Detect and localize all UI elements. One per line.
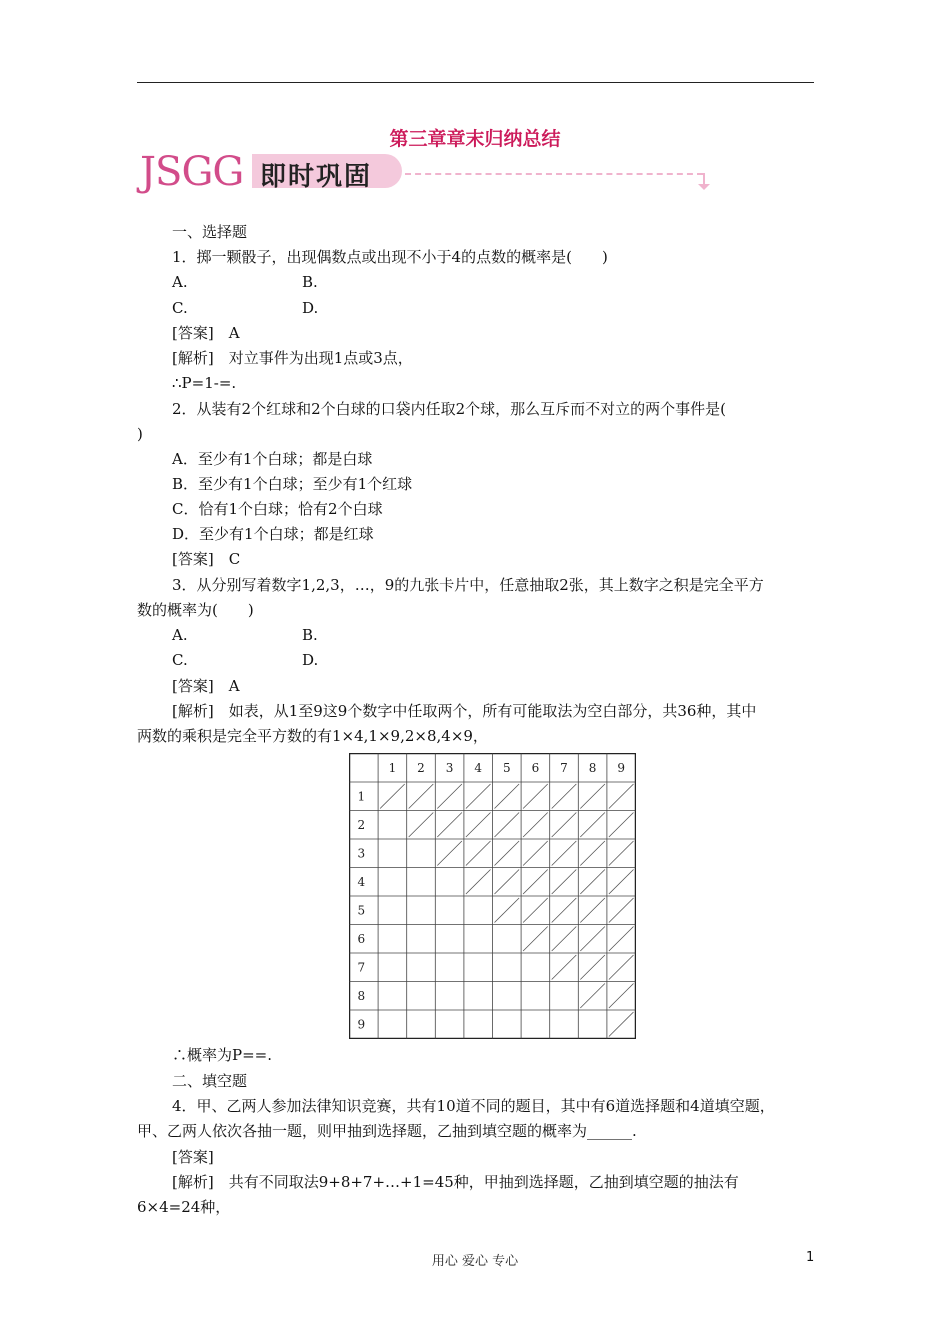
question-2-cont: ) — [137, 425, 143, 443]
banner-arrow-icon — [698, 184, 710, 190]
cell-slash — [609, 1012, 634, 1037]
cell-slash — [609, 898, 634, 923]
q1-answer: [答案] A — [172, 324, 240, 342]
section-banner — [140, 150, 720, 194]
cell-slash — [523, 898, 548, 923]
cell-slash — [523, 813, 548, 838]
q3-analysis-cont: 两数的乘积是完全平方数的有1×4,1×9,2×8,4×9， — [137, 727, 488, 745]
question-4: 4．甲、乙两人参加法律知识竞赛，共有10道不同的题目，其中有6道选择题和4道填空题， — [172, 1097, 775, 1115]
footer-text: 用心 爱心 专心 — [431, 1254, 519, 1269]
row-header: 6 — [357, 931, 366, 946]
cell-slash — [609, 927, 634, 952]
col-header: 4 — [474, 760, 483, 775]
cell-slash — [552, 927, 577, 952]
cell-slash — [580, 898, 605, 923]
cell-slash — [523, 870, 548, 895]
banner-pill — [252, 154, 402, 192]
cell-slash — [466, 784, 491, 809]
col-header: 6 — [531, 760, 540, 775]
cell-slash — [409, 784, 434, 809]
q1-option-b: B. — [302, 273, 318, 291]
cell-slash — [466, 813, 491, 838]
page-number: 1 — [806, 1250, 815, 1265]
q1-option-a: A. — [172, 273, 188, 291]
row-header: 7 — [357, 960, 366, 975]
cell-slash — [552, 841, 577, 866]
row-header: 9 — [357, 1017, 366, 1032]
cell-slash — [580, 984, 605, 1009]
top-rule — [137, 82, 814, 83]
pair-table-svg — [349, 753, 636, 1039]
q3-answer: [答案] A — [172, 677, 240, 695]
col-header: 2 — [417, 760, 425, 775]
q4-analysis: [解析] 共有不同取法9+8+7+…+1=45种，甲抽到选择题，乙抽到填空题的抽法有 — [172, 1173, 739, 1191]
col-header: 7 — [560, 760, 568, 775]
cell-slash — [609, 841, 634, 866]
row-header: 2 — [357, 817, 366, 832]
cell-slash — [466, 870, 491, 895]
question-3: 3．从分别写着数字1,2,3，…，9的九张卡片中，任意抽取2张，其上数字之积是完全平方 — [172, 576, 764, 594]
cell-slash — [580, 841, 605, 866]
cell-slash — [495, 813, 520, 838]
cell-slash — [552, 813, 577, 838]
cell-slash — [495, 898, 520, 923]
col-header: 8 — [588, 760, 597, 775]
q3-option-a: A. — [172, 626, 188, 644]
cell-slash — [552, 870, 577, 895]
row-header: 5 — [357, 903, 366, 918]
cell-slash — [466, 841, 491, 866]
row-header: 4 — [357, 874, 366, 889]
cell-slash — [580, 955, 605, 980]
q4-analysis-cont: 6×4=24种， — [137, 1198, 231, 1216]
cell-slash — [609, 784, 634, 809]
q2-option-b: B．至少有1个白球；至少有1个红球 — [172, 475, 413, 493]
q2-option-d: D．至少有1个白球；都是红球 — [172, 525, 374, 543]
cell-slash — [523, 784, 548, 809]
q2-option-c: C．恰有1个白球；恰有2个白球 — [172, 500, 383, 518]
cell-slash — [495, 870, 520, 895]
q3-option-c: C. — [172, 651, 188, 669]
col-header: 9 — [617, 760, 626, 775]
cell-slash — [552, 784, 577, 809]
section-heading-choice: 一、选择题 — [172, 223, 248, 241]
cell-slash — [523, 841, 548, 866]
pair-table — [349, 753, 636, 1043]
question-3-cont: 数的概率为( ) — [137, 601, 254, 619]
banner-dashed-line — [405, 173, 703, 175]
row-header: 3 — [357, 846, 366, 861]
row-header: 8 — [357, 988, 366, 1003]
q1-result: ∴P=1-=. — [172, 374, 237, 392]
cell-slash — [437, 784, 462, 809]
q4-answer: [答案] — [172, 1148, 214, 1166]
cell-slash — [609, 955, 634, 980]
col-header: 3 — [445, 760, 454, 775]
banner-logo: JSGG — [140, 149, 244, 195]
q1-option-c: C. — [172, 299, 188, 317]
q3-option-d: D. — [302, 651, 319, 669]
cell-slash — [380, 784, 405, 809]
cell-slash — [409, 813, 434, 838]
question-1: 1．掷一颗骰子，出现偶数点或出现不小于4的点数的概率是( ) — [172, 248, 608, 266]
q3-analysis: [解析] 如表，从1至9这9个数字中任取两个，所有可能取法为空白部分，共36种，其中 — [172, 702, 757, 720]
cell-slash — [523, 927, 548, 952]
section-heading-fill: 二、填空题 — [172, 1072, 248, 1090]
cell-slash — [580, 784, 605, 809]
question-4-cont: 甲、乙两人依次各抽一题，则甲抽到选择题，乙抽到填空题的概率为______. — [137, 1122, 637, 1140]
q2-answer: [答案] C — [172, 550, 241, 568]
cell-slash — [495, 784, 520, 809]
cell-slash — [580, 870, 605, 895]
cell-slash — [437, 813, 462, 838]
cell-slash — [580, 813, 605, 838]
col-header: 1 — [388, 760, 397, 775]
cell-slash — [437, 841, 462, 866]
cell-slash — [495, 841, 520, 866]
q3-result: ∴概率为P==. — [172, 1046, 272, 1064]
banner-label: 即时巩固 — [260, 162, 373, 192]
col-header: 5 — [502, 760, 511, 775]
row-header: 1 — [357, 789, 366, 804]
q2-option-a: A．至少有1个白球；都是白球 — [172, 450, 373, 468]
cell-slash — [609, 984, 634, 1009]
q1-analysis: [解析] 对立事件为出现1点或3点， — [172, 349, 413, 367]
cell-slash — [609, 813, 634, 838]
cell-slash — [609, 870, 634, 895]
question-2: 2．从装有2个红球和2个白球的口袋内任取2个球，那么互斥而不对立的两个事件是( — [172, 400, 727, 418]
cell-slash — [552, 955, 577, 980]
cell-slash — [552, 898, 577, 923]
cell-slash — [580, 927, 605, 952]
q3-option-b: B. — [302, 626, 318, 644]
page-title: 第三章章末归纳总结 — [389, 128, 561, 150]
q1-option-d: D. — [302, 299, 319, 317]
